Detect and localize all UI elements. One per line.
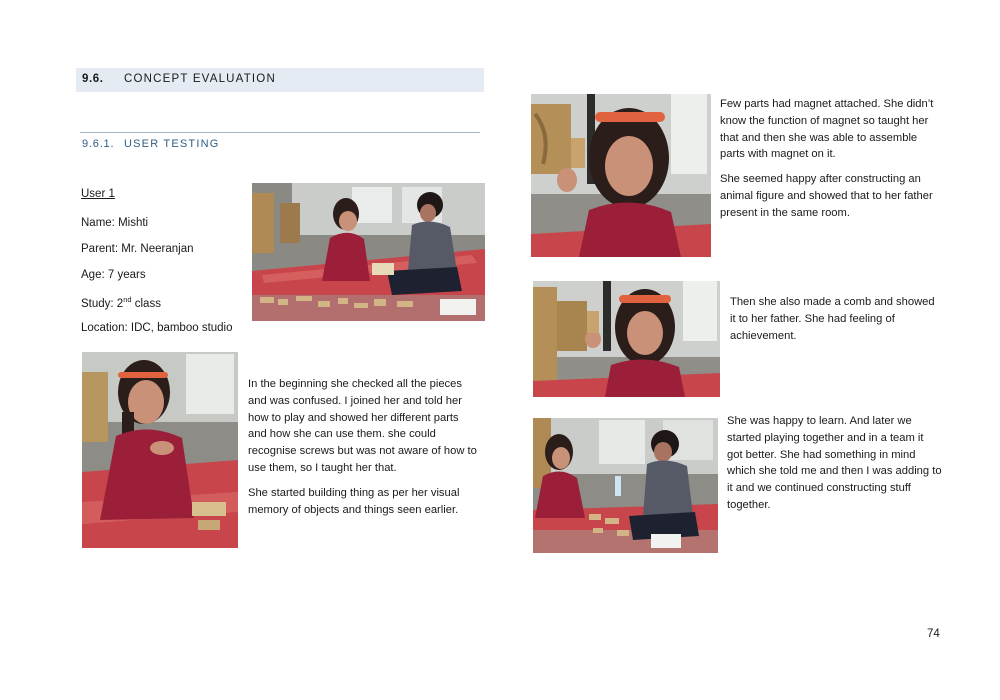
- user-age: Age: 7 years: [81, 269, 146, 281]
- text-block-right-bottom: [727, 413, 942, 522]
- paragraph-animal-figure: She seemed happy after constructing an animal figure and showed that to her father present in the same room.: [720, 173, 933, 219]
- paragraph-visual-memory: She started building thing as per her visual memory of objects and things seen earlier.: [248, 486, 460, 516]
- user-name: Name: Mishti: [81, 217, 149, 229]
- photo-girl-showing-comb: [533, 281, 720, 397]
- subsection-rule: [80, 132, 480, 133]
- section-number: 9.6.: [82, 73, 104, 85]
- paragraph-magnet: Few parts had magnet attached. She didn’t know the function of magnet so taught her that and then she was able to assemble parts with magnet on it.: [720, 98, 934, 161]
- subsection-number: 9.6.1.: [82, 138, 115, 150]
- photo-girl-holding-animal-figure: [531, 94, 711, 257]
- photo-girl-examining-pieces: [82, 352, 238, 548]
- text-block-left: [248, 376, 480, 526]
- paragraph-confused: In the beginning she checked all the pieces and was confused. I joined her and told her how to play and showed her different parts and how she can use them. she could recognise screws but was not aware of how to use them, so I taught her that.: [248, 378, 477, 474]
- page-number: 74: [927, 628, 940, 640]
- paragraph-playing-together: She was happy to learn. And later we started playing together and in a team it got better. She had something in mind which she told me and then I was adding to it and we continued constructing stuff together.: [727, 415, 942, 511]
- text-block-right-middle: [730, 294, 942, 352]
- photo-girl-and-tester-with-pieces: [252, 183, 485, 321]
- text-block-right-top: [720, 96, 942, 230]
- paragraph-comb: Then she also made a comb and showed it to her father. She had feeling of achievement.: [730, 296, 935, 342]
- subsection-title: USER TESTING: [124, 138, 220, 150]
- user-parent: Parent: Mr. Neeranjan: [81, 243, 194, 255]
- photo-playing-together: [533, 418, 718, 553]
- section-title: CONCEPT EVALUATION: [124, 73, 276, 85]
- user-study: Study: 2nd class: [81, 295, 161, 310]
- user-heading: User 1: [81, 188, 115, 200]
- user-location: Location: IDC, bamboo studio: [81, 322, 233, 334]
